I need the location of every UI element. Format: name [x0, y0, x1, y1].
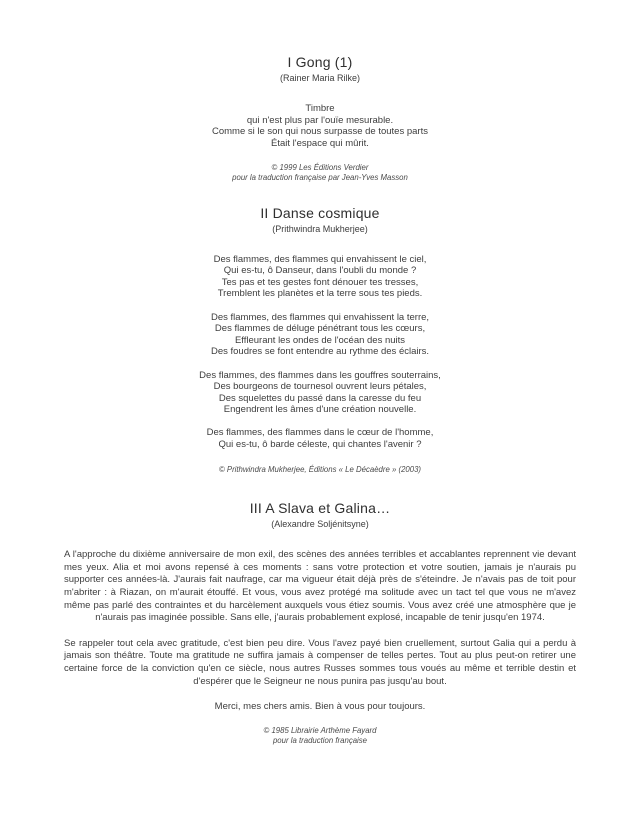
section-title-gong: I Gong (1): [287, 54, 353, 70]
poem-line: Des flammes, des flammes qui envahissent le ciel,: [213, 253, 427, 265]
poem-line: Tremblent les planètes et la terre sous tes pieds.: [217, 288, 423, 300]
poem-line: Timbre: [305, 103, 335, 114]
poem-line: Qui es-tu, ô Danseur, dans l'oubli du monde ?: [223, 265, 417, 277]
poem-line: Des flammes, des flammes dans les gouffres souterrains,: [199, 369, 441, 381]
poem-line: Effleurant les ondes de l'océan des nuits: [234, 334, 406, 346]
poem-line: Était l'espace qui mûrit.: [271, 137, 369, 149]
section-author-mukherjee: (Prithwindra Mukherjee): [272, 223, 368, 234]
poem-line: Qui es-tu, ô barde céleste, qui chantes l'avenir ?: [218, 439, 422, 451]
poem-line: qui n'est plus par l'ouïe mesurable.: [246, 114, 394, 126]
credit-line: © 1985 Librairie Arthème Fayard: [263, 726, 377, 736]
poem-line: Tes pas et tes gestes font dénouer tes tresses,: [221, 276, 419, 288]
poem-line: Engendrent les âmes d'une création nouvelle.: [223, 404, 417, 416]
poem-line: Des squelettes du passé dans la caresse du feu: [218, 392, 422, 404]
credit-line: © Prithwindra Mukherjee, Éditions « Le Décaèdre » (2003): [218, 464, 422, 474]
poem-line: Des flammes de déluge pénétrant tous les cœurs,: [214, 323, 426, 335]
poem-line: Des foudres se font entendre au rythme des éclairs.: [210, 346, 430, 358]
credit-line: pour la traduction française par Jean-Yves Masson: [232, 172, 408, 182]
section-author-rilke: (Rainer Maria Rilke): [279, 73, 360, 83]
poem-line: Des flammes, des flammes dans le cœur de l'homme,: [206, 427, 434, 439]
stanza-3: [0, 370, 640, 416]
spacer: [0, 183, 640, 205]
poem-gong: [0, 103, 640, 149]
stanza-4: [0, 427, 640, 450]
poem-danse-cosmique: [0, 254, 640, 451]
letter-paragraph-2: Se rappeler tout cela avec gratitude, c'est bien peu dire. Vous l'avez payé bien cruellement, surtout Galia qui a perdu à jamais son théâtre. Toute ma gratitude ne suffira jamais à compenser de telles pertes. Tout au plus peut-on retirer une certaine force de la conviction qu'en ce siècle, nous autres Russes sommes tous voués au même et terrible destin et d'espérer que le Seigneur ne nous punira pas jusqu'au bout.: [64, 637, 576, 687]
copyright-mukherjee: [0, 465, 640, 475]
stanza-2: [0, 312, 640, 358]
spacer: [0, 474, 640, 500]
section-title-danse-cosmique: II Danse cosmique: [260, 204, 380, 221]
letter-body: [0, 549, 640, 712]
stanza-1: [0, 254, 640, 300]
copyright-verdier: [0, 163, 640, 182]
section-slava-galina: [0, 500, 640, 745]
section-author-soljenitsyne: (Alexandre Soljénitsyne): [271, 519, 369, 530]
poem-line: Des bourgeons de tournesol ouvrent leurs pétales,: [213, 381, 427, 393]
copyright-fayard: [0, 726, 640, 745]
letter-closing: Merci, mes chers amis. Bien à vous pour toujours.: [214, 701, 426, 713]
credit-line: pour la traduction française: [272, 735, 368, 745]
section-gong: [0, 54, 640, 183]
letter-paragraph-1: A l'approche du dixième anniversaire de mon exil, des scènes des années terribles et accablantes reprennent vie devant mes yeux. Alia et moi avons repensé à ces moments : sans votre protection et votre soutien, jamais je n'aurais pu supporter ces années-là. J'aurais fait naufrage, car ma vigueur était déjà près de s'éteindre. Je n'avais pas de toit pour m'abriter : à Riazan, on m'aurait étouffé. Et vous, vous avez protégé ma solitude avec un tact tel que vous ne m'avez même pas parlé des contraintes et du harcèlement auxquels vous étiez soumis. Vous avez créé une atmosphère que je n'aurais pas imaginée possible. Sans elle, j'aurais probablement explosé, incapable de tenir jusqu'en 1974.: [64, 549, 576, 624]
credit-line: © 1999 Les Éditions Verdier: [271, 163, 369, 173]
section-danse-cosmique: [0, 205, 640, 475]
section-title-slava-galina: III A Slava et Galina…: [249, 500, 391, 517]
poem-line: Comme si le son qui nous surpasse de toutes parts: [212, 126, 428, 138]
poem-line: Des flammes, des flammes qui envahissent la terre,: [210, 311, 430, 323]
